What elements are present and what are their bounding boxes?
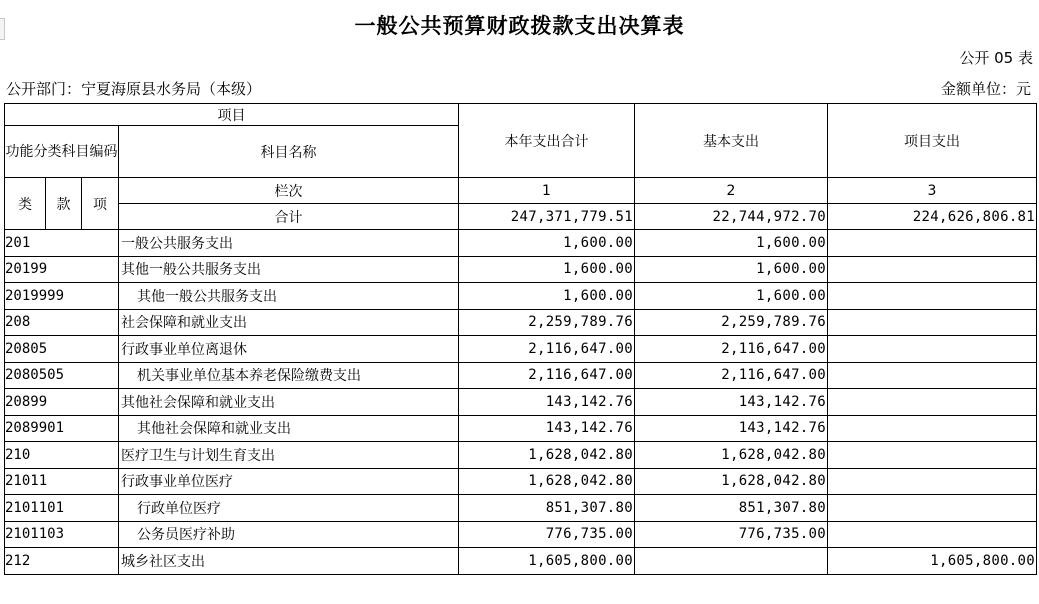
- table-row: [5, 415, 1037, 442]
- header-col-project: 项目支出: [828, 104, 1037, 178]
- row-project: [828, 230, 1037, 257]
- row-project: [828, 521, 1037, 548]
- row-subject-name: 公务员医疗补助: [119, 521, 459, 548]
- row-code: 2101103: [5, 521, 119, 548]
- row-total: 1,600.00: [459, 283, 635, 310]
- header-kuan: 款: [46, 178, 82, 230]
- table-number: 公开 05 表: [959, 49, 1033, 67]
- header-col-total: 本年支出合计: [459, 104, 635, 178]
- table-row: [5, 309, 1037, 336]
- header-col-basic: 基本支出: [635, 104, 828, 178]
- row-project: [828, 362, 1037, 389]
- row-code: 2089901: [5, 415, 119, 442]
- sum-basic: 22,744,972.70: [635, 204, 828, 230]
- row-subject-name: 行政事业单位医疗: [119, 468, 459, 495]
- row-subject-name: 一般公共服务支出: [119, 230, 459, 257]
- row-project: [828, 389, 1037, 416]
- header-func-code: 功能分类科目编码: [5, 126, 119, 178]
- sum-project: 224,626,806.81: [828, 204, 1037, 230]
- column-no-3: 3: [828, 178, 1037, 204]
- row-code: 20899: [5, 389, 119, 416]
- sum-total: 247,371,779.51: [459, 204, 635, 230]
- table-row: [5, 362, 1037, 389]
- row-subject-name: 社会保障和就业支出: [119, 309, 459, 336]
- table-row: [5, 495, 1037, 522]
- row-total: 2,116,647.00: [459, 336, 635, 363]
- row-code: 2019999: [5, 283, 119, 310]
- header-lei: 类: [5, 178, 46, 230]
- row-project: [828, 256, 1037, 283]
- row-project: [828, 309, 1037, 336]
- row-project: [828, 495, 1037, 522]
- row-total: 2,116,647.00: [459, 362, 635, 389]
- row-basic: 1,600.00: [635, 256, 828, 283]
- expenditure-table: [4, 103, 1037, 575]
- column-no-1: 1: [459, 178, 635, 204]
- row-basic: 776,735.00: [635, 521, 828, 548]
- table-row: [5, 521, 1037, 548]
- row-basic: 1,600.00: [635, 230, 828, 257]
- row-code: 21011: [5, 468, 119, 495]
- row-project: [828, 415, 1037, 442]
- header-subject-name: 科目名称: [119, 126, 459, 178]
- row-project: [828, 468, 1037, 495]
- row-code: 212: [5, 548, 119, 575]
- row-total: 143,142.76: [459, 415, 635, 442]
- row-subject-name: 医疗卫生与计划生育支出: [119, 442, 459, 469]
- row-basic: 143,142.76: [635, 389, 828, 416]
- header-xiang: 项: [82, 178, 119, 230]
- row-basic: [635, 548, 828, 575]
- table-row: [5, 230, 1037, 257]
- row-subject-name: 其他社会保障和就业支出: [119, 415, 459, 442]
- row-total: 1,628,042.80: [459, 468, 635, 495]
- row-project: [828, 283, 1037, 310]
- table-row: [5, 256, 1037, 283]
- table-row: [5, 389, 1037, 416]
- row-total: 1,605,800.00: [459, 548, 635, 575]
- department-label: 公开部门：宁夏海原县水务局（本级）: [6, 80, 262, 98]
- row-total: 1,600.00: [459, 256, 635, 283]
- row-subject-name: 机关事业单位基本养老保险缴费支出: [119, 362, 459, 389]
- row-subject-name: 其他一般公共服务支出: [119, 283, 459, 310]
- row-basic: 2,116,647.00: [635, 362, 828, 389]
- amount-unit-label: 金额单位：元: [940, 80, 1031, 98]
- row-code: 2080505: [5, 362, 119, 389]
- sum-label: 合计: [119, 204, 459, 230]
- row-project: [828, 442, 1037, 469]
- page-title: 一般公共预算财政拨款支出决算表: [354, 14, 685, 38]
- row-code: 2101101: [5, 495, 119, 522]
- row-total: 2,259,789.76: [459, 309, 635, 336]
- row-code: 201: [5, 230, 119, 257]
- row-code: 20199: [5, 256, 119, 283]
- row-subject-name: 城乡社区支出: [119, 548, 459, 575]
- table-row: [5, 548, 1037, 575]
- row-basic: 1,628,042.80: [635, 442, 828, 469]
- row-total: 1,628,042.80: [459, 442, 635, 469]
- row-basic: 2,116,647.00: [635, 336, 828, 363]
- row-code: 208: [5, 309, 119, 336]
- table-row: [5, 283, 1037, 310]
- row-subject-name: 其他社会保障和就业支出: [119, 389, 459, 416]
- row-basic: 1,628,042.80: [635, 468, 828, 495]
- row-basic: 2,259,789.76: [635, 309, 828, 336]
- row-basic: 143,142.76: [635, 415, 828, 442]
- table-row: [5, 336, 1037, 363]
- row-total: 1,600.00: [459, 230, 635, 257]
- row-subject-name: 行政单位医疗: [119, 495, 459, 522]
- row-project: 1,605,800.00: [828, 548, 1037, 575]
- row-total: 776,735.00: [459, 521, 635, 548]
- row-basic: 851,307.80: [635, 495, 828, 522]
- row-total: 851,307.80: [459, 495, 635, 522]
- row-code: 210: [5, 442, 119, 469]
- row-subject-name: 其他一般公共服务支出: [119, 256, 459, 283]
- row-subject-name: 行政事业单位离退休: [119, 336, 459, 363]
- table-row: [5, 442, 1037, 469]
- header-item: 项目: [5, 104, 459, 126]
- row-project: [828, 336, 1037, 363]
- row-total: 143,142.76: [459, 389, 635, 416]
- row-basic: 1,600.00: [635, 283, 828, 310]
- column-no-2: 2: [635, 178, 828, 204]
- table-row: [5, 468, 1037, 495]
- row-code: 20805: [5, 336, 119, 363]
- header-column-no: 栏次: [119, 178, 459, 204]
